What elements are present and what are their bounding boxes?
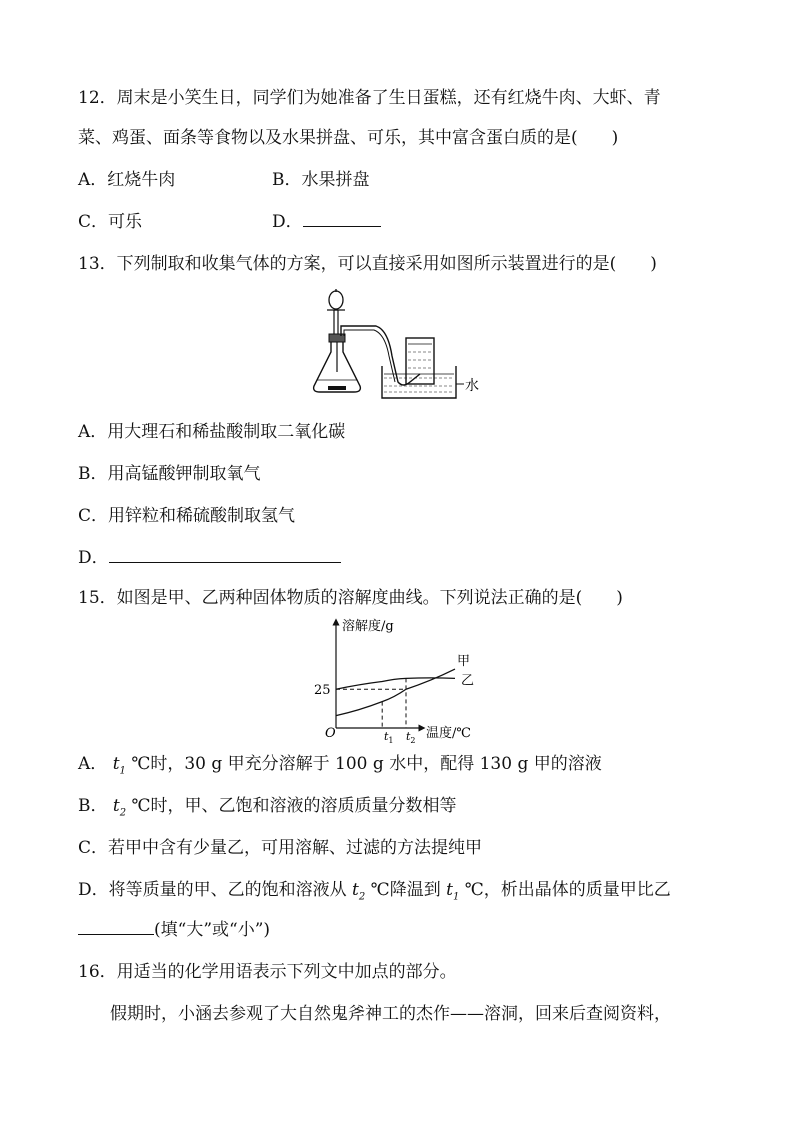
x-tick-t2: $t_2$ bbox=[406, 730, 416, 744]
q12-options-cd bbox=[78, 210, 381, 234]
q15-stem: 15．如图是甲、乙两种固体物质的溶解度曲线。下列说法正确的是( ) bbox=[78, 588, 623, 608]
y-axis-label: 溶解度/g bbox=[342, 619, 394, 634]
curve-yi bbox=[336, 678, 455, 689]
q12-option-b[interactable]: B．水果拼盘 bbox=[272, 170, 370, 190]
q15-option-d-line2 bbox=[78, 918, 270, 942]
q15-option-b-t2: $t_2$ bbox=[112, 796, 127, 819]
legend-jia: 甲 bbox=[457, 654, 471, 670]
q12-option-c[interactable]: C．可乐 bbox=[78, 212, 143, 232]
x-tick-t1: $t_1$ bbox=[384, 730, 394, 744]
q13-water-label: 水 bbox=[465, 378, 479, 394]
q16-stem: 16．用适当的化学用语表示下列文中加点的部分。 bbox=[78, 962, 457, 982]
q13-option-b[interactable]: B．用高锰酸钾制取氧气 bbox=[78, 464, 261, 484]
q12-options-ab bbox=[78, 168, 370, 192]
q15-option-a-prefix: A． bbox=[78, 754, 108, 774]
x-axis-label: 温度/℃ bbox=[426, 726, 471, 741]
q15-option-a-text: ℃时，30 g 甲充分溶解于 100 g 水中，配得 130 g 甲的溶液 bbox=[131, 754, 602, 774]
q12-answer-blank[interactable] bbox=[303, 210, 381, 227]
q15-option-b[interactable] bbox=[78, 794, 457, 825]
q15-option-d-part3: ℃，析出晶体的质量甲比乙 bbox=[464, 880, 671, 900]
q13-option-a[interactable]: A．用大理石和稀盐酸制取二氧化碳 bbox=[78, 422, 346, 442]
q16-paragraph: 假期时，小涵去参观了大自然鬼斧神工的杰作——溶洞，回来后查阅资料， bbox=[110, 1004, 671, 1024]
q13-stem: 13．下列制取和收集气体的方案，可以直接采用如图所示装置进行的是( ) bbox=[78, 254, 657, 274]
legend-yi: 乙 bbox=[461, 673, 475, 689]
q15-option-b-prefix: B． bbox=[78, 796, 108, 816]
q13-option-d-label: D． bbox=[78, 548, 109, 568]
curve-jia bbox=[336, 669, 455, 716]
y-tick-25: 25 bbox=[314, 683, 331, 698]
q12-option-d-label: D． bbox=[272, 212, 303, 232]
q13-option-c[interactable]: C．用锌粒和稀硫酸制取氢气 bbox=[78, 506, 296, 526]
q15-option-d-hint: (填“大”或“小”) bbox=[154, 920, 271, 940]
origin-label: O bbox=[325, 726, 336, 741]
q12-stem-line2: 菜、鸡蛋、面条等食物以及水果拼盘、可乐，其中富含蛋白质的是( ) bbox=[78, 128, 619, 148]
q15-option-d[interactable] bbox=[78, 878, 671, 909]
q13-option-d[interactable] bbox=[78, 546, 341, 570]
q15-option-a[interactable] bbox=[78, 752, 602, 783]
q15-answer-blank[interactable] bbox=[78, 918, 154, 935]
q13-answer-blank[interactable] bbox=[109, 546, 341, 563]
q12-stem-line1: 12．周末是小笑生日，同学们为她准备了生日蛋糕，还有红烧牛肉、大虾、青 bbox=[78, 88, 661, 108]
q15-option-d-part1: D．将等质量的甲、乙的饱和溶液从 bbox=[78, 880, 347, 900]
q12-option-d[interactable] bbox=[272, 210, 381, 234]
q15-option-d-t1: $t_1$ bbox=[446, 880, 460, 903]
q15-option-d-t2: $t_2$ bbox=[352, 880, 366, 903]
q15-option-b-text: ℃时，甲、乙饱和溶液的溶质质量分数相等 bbox=[131, 796, 457, 816]
q15-option-d-part2: ℃降温到 bbox=[370, 880, 441, 900]
q13-apparatus-figure bbox=[300, 286, 490, 402]
solubility-chart bbox=[300, 614, 490, 744]
q15-option-a-t1: $t_1$ bbox=[112, 754, 126, 777]
q12-option-a[interactable]: A．红烧牛肉 bbox=[78, 170, 176, 190]
q15-option-c[interactable]: C．若甲中含有少量乙，可用溶解、过滤的方法提纯甲 bbox=[78, 838, 483, 858]
